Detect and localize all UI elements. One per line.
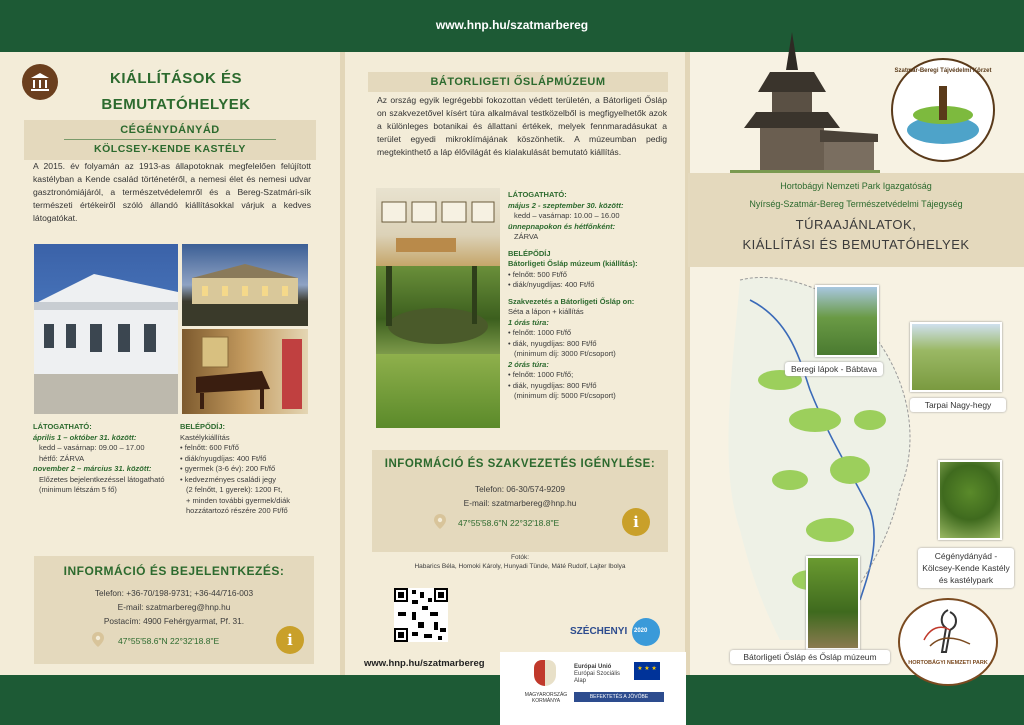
meadow-photo (376, 354, 500, 428)
place-photo-cegenydanyad[interactable] (938, 460, 1002, 540)
museum-description: Az ország egyik legrégebbi fokozottan védett területén, a Bátorligeti Ősláp on szakvezetővel kísért túra alkalmával testközelből is megfigyelhetők azok a különleges botanikai és állattani értékek, melyek fennmaradásukat a terület egyedi mikroklímájának köszönhetik. A múzeumban pedig megtekinthető a láp élővilágát és kialakulását bemutató kiállítás. (377, 95, 667, 157)
castle-name: KÖLCSEY-KENDE KASTÉLY (94, 143, 246, 155)
castle-ticket-info: BELÉPŐDÍJ: Kastélykiállítás • felnőtt: 600 Ft/fő • diák/nyugdíjas: 400 Ft/fő • gyermek (3-6 év): 200 Ft/fő • kedvezményes családi jegy (2 felnőtt, 1 gyerek): 1200 Ft, + minden további gyermek/diák hozzátartozó részére 200 Ft/fő (180, 422, 291, 515)
location-pin-icon (434, 514, 446, 529)
piano-photo (182, 329, 308, 414)
place-label[interactable]: Beregi lápok - Bábtava (785, 362, 883, 376)
government-text: MAGYARORSZÁG KORMÁNYA (524, 692, 568, 704)
place-photo-bereg[interactable] (815, 285, 879, 357)
szechenyi-logo: SZÉCHENYI 2020 (560, 618, 670, 658)
castle-visiting-info: LÁTOGATHATÓ: április 1 – október 31. között: kedd – vasárnap: 09.00 – 17.00 hétfő: ZÁRVA november 2 – március 31. között: Előzetes bejelentkezéssel látogatható (minimum létszám 5 fő) (33, 422, 165, 494)
right-title-1: TÚRAAJÁNLATOK, (795, 217, 917, 232)
museum-heading-box (368, 72, 668, 92)
header-url[interactable]: www.hnp.hu/szatmarbereg (435, 18, 589, 32)
left-title: KIÁLLÍTÁSOK ÉS BEMUTATÓHELYEK (101, 70, 251, 113)
location-pin-icon (92, 632, 104, 647)
castle-night-photo (182, 244, 308, 326)
castle-coordinates[interactable]: 47°55'58.6"N 22°32'18.8"E (118, 636, 220, 646)
contact-email[interactable]: E-mail: szatmarbereg@hnp.hu (117, 602, 231, 612)
museum-email[interactable]: E-mail: szatmarbereg@hnp.hu (463, 498, 577, 508)
place-label[interactable]: Cégénydányád - Kölcsey-Kende Kastély és kastélypark (918, 548, 1014, 588)
castle-contact-box (34, 556, 314, 664)
info-icon[interactable]: i (622, 508, 650, 536)
museum-title: BÁTORLIGETI ŐSLÁPMÚZEUM (430, 76, 606, 88)
museum-interior-photo (376, 188, 500, 266)
national-park-emblem: HORTOBÁGYI NEMZETI PARK (898, 598, 998, 686)
castle-place: CÉGÉNYDÁNYÁD (120, 124, 220, 136)
hungary-crest-icon (534, 660, 556, 686)
museum-phone[interactable]: Telefon: 06-30/574-9209 (475, 484, 565, 494)
place-label[interactable]: Bátorligeti Ősláp és Ősláp múzeum (730, 650, 890, 664)
eu-text: Európai Unió Európai Szociális Alap (574, 664, 621, 684)
museum-contact-title: INFORMÁCIÓ ÉS SZAKVEZETÉS IGÉNYLÉSE: (384, 458, 656, 470)
info-icon[interactable]: i (276, 626, 304, 654)
org-name-2: Nyírség-Szatmár-Bereg Természetvédelmi Tájegység (749, 199, 963, 209)
footer-url[interactable]: www.hnp.hu/szatmarbereg (364, 658, 485, 669)
castle-photo (34, 244, 178, 414)
castle-description: A 2015. év folyamán az 1913-as állapotoknak megfelelően felújított kastélyban a Kende család történetéről, a nemesi élet és nemesi udvar gasztronómiájáról, a természetvédelemről és a Bereg-Szatmári-sík természeti értékeiről szóló állandó kiállításokkal várjuk a kedves látogatókat. (33, 161, 311, 223)
church-tower-illustration (730, 30, 880, 178)
contact-post: Postacím: 4900 Fehérgyarmat, Pf. 31. (103, 616, 245, 626)
bog-photo (376, 266, 500, 354)
org-band (688, 173, 1024, 267)
qr-code[interactable] (394, 588, 448, 642)
divider (64, 139, 276, 140)
museum-coordinates[interactable]: 47°55'58.6"N 22°32'18.8"E (458, 518, 560, 528)
place-photo-tarpa[interactable] (910, 322, 1002, 392)
invest-banner: BEFEKTETÉS A JÖVŐBE (574, 692, 664, 702)
eu-stars-icon: ★ ★ ★ (637, 666, 657, 672)
place-label[interactable]: Tarpai Nagy-hegy (910, 398, 1006, 412)
museum-icon (22, 64, 58, 100)
org-name-1: Hortobágyi Nemzeti Park Igazgatóság (780, 181, 932, 191)
museum-info: LÁTOGATHATÓ: május 2 - szeptember 30. között: kedd – vasárnap: 10.00 – 16.00 ünnepnapokon és hétfőnként: ZÁRVA BELÉPŐDÍJ Bátorligeti Ősláp múzeum (kiállítás): • felnőtt: 500 Ft/fő • diák/nyugdíjas: 400 Ft/fő Szakvezetés a Bátorligeti Ősláp on: Séta a lápon + kiállítás 1 órás túra: • felnőtt: 1000 Ft/fő • diák, nyugdíjas: 800 Ft/fő (minimum díj: 3000 Ft/csoport) 2 órás túra: • felnőtt: 1000 Ft/fő; • diák, nyugdíjas: 800 Ft/fő (minimum díj: 5000 Ft/csoport) (508, 190, 638, 400)
castle-heading-box (24, 120, 316, 160)
funding-logos (500, 652, 686, 725)
right-title-2: KIÁLLÍTÁSI ÉS BEMUTATÓHELYEK (742, 237, 970, 252)
place-photo-batorliget[interactable] (806, 556, 860, 650)
photo-credits: Fotók: Habarics Béla, Homoki Károly, Hunyadi Tünde, Máté Rudolf, Lajter Ibolya (414, 554, 626, 570)
contact-phone[interactable]: Telefon: +36-70/198-9731; +36-44/716-003 (94, 588, 254, 598)
landscape-district-emblem: Szatmár-Beregi Tájvédelmi Körzet (891, 58, 995, 162)
contact-title: INFORMÁCIÓ ÉS BEJELENTKEZÉS: (63, 564, 285, 578)
museum-contact-box (372, 450, 668, 552)
